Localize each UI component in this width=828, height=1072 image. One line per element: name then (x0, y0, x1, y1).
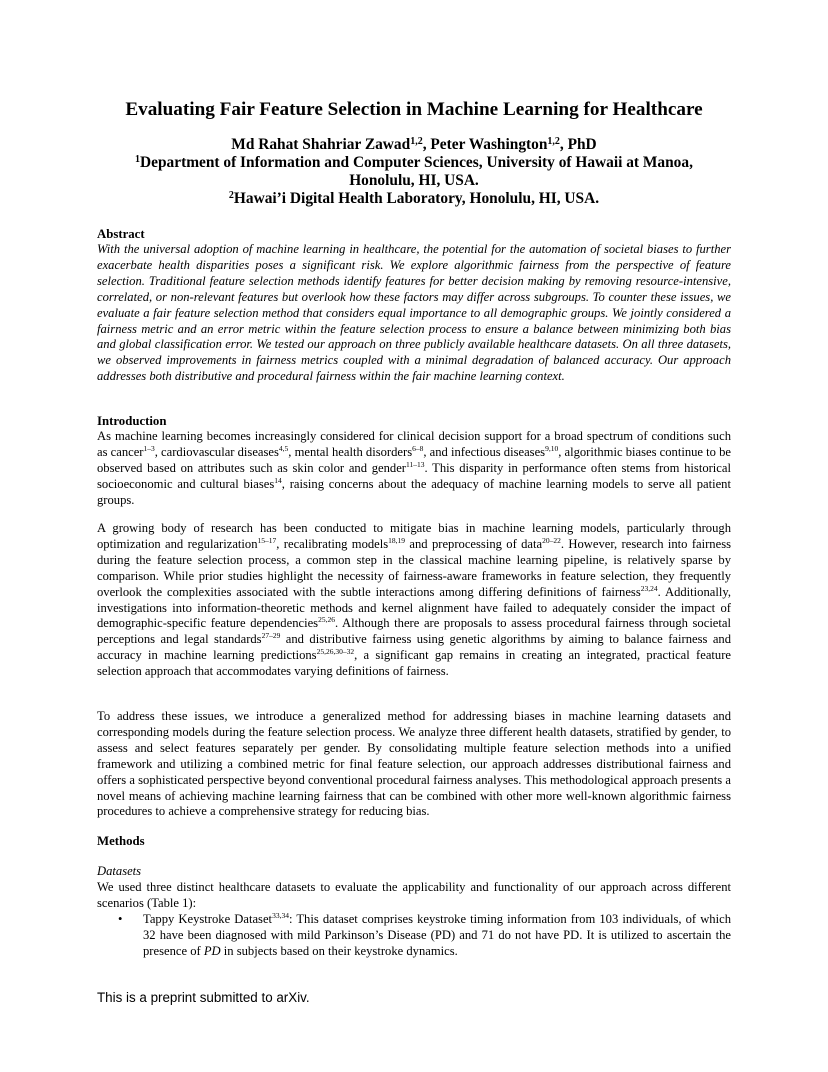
intro-paragraph-2-block (97, 521, 731, 680)
citation: 25,26,30–32 (316, 647, 355, 657)
datasets-subsection (97, 864, 731, 959)
dataset-list (97, 912, 731, 960)
citation: 27–29 (261, 631, 281, 641)
preprint-footer: This is a preprint submitted to arXiv. (97, 990, 310, 1005)
citation: 9,10 (545, 443, 559, 453)
citation: 1–3 (143, 443, 155, 453)
introduction-section (97, 413, 731, 509)
intro-paragraph-3-block (97, 709, 731, 820)
author-name-2: Peter Washington (430, 136, 548, 153)
methods-heading: Methods (97, 834, 145, 848)
affiliation-1: $^1$Department of Information and Computer Sciences, University of Hawaii at Manoa, (135, 154, 693, 171)
citation: 15–17 (257, 535, 277, 545)
author-affil-marker-1: 1,2 (410, 136, 423, 147)
author-affil-marker-2: 1,2 (547, 136, 560, 147)
bullet-icon: • (118, 911, 123, 926)
datasets-paragraph: We used three distinct healthcare datasets to evaluate the applicability and functionality of our approach across different scenarios (Table 1): (97, 879, 731, 910)
intro-paragraph-3: To address these issues, we introduce a generalized method for addressing biases in machine learning datasets and corresponding models during the feature selection process. We analyze three different health datasets, stratified by gender, to assess and select features separately per gender. By consolidating multiple feature selection methods into a unified framework and utilizing a combined metric for final feature selection, our approach addresses distributional fairness and offers a sophisticated perspective beyond conventional procedural fairness analyses. This methodological approach presents a novel means of achieving machine learning fairness that can be combined with other more well-known algorithmic fairness procedures to achieve a comprehensive strategy for reducing bias. (97, 709, 731, 819)
citation: 18,19 (388, 535, 406, 545)
abstract-heading: Abstract (97, 227, 145, 241)
citation: 6–8 (412, 443, 424, 453)
citation: 14 (274, 475, 282, 485)
author-degree: , PhD (559, 136, 597, 153)
methods-section (97, 833, 731, 849)
introduction-heading: Introduction (97, 414, 167, 428)
citation: 25,26 (318, 615, 335, 625)
affiliation-2: $^2$Hawai’i Digital Health Laboratory, Honolulu, HI, USA. (228, 190, 600, 207)
abstract-text: With the universal adoption of machine learning in healthcare, the potential for the automation of societal biases to further exacerbate health disparities poses a significant risk. We explore algorithmic fairness from the perspective of feature selection. Traditional feature selection methods identify features for better decision making by removing resource-intensive, correlated, or non-relevant features but overlook how these factors may differ across subgroups. To counter these issues, we evaluate a fair feature selection method that considers equal importance to all demographic groups. We jointly considered a fairness metric and an error metric within the feature selection process to ensure a balance between minimizing both bias and global classification error. We tested our approach on three publicly available healthcare datasets. On all three datasets, we observed improvements in fairness metrics coupled with a minimal degradation of balanced accuracy. Our approach addresses both distributive and procedural fairness within the fair machine learning context. (97, 242, 731, 384)
list-item: • Tappy Keystroke Dataset$^{33,34}$: This dataset comprises keystroke timing information from 103 individuals, of which 32 have been diagnosed with mild Parkinson’s Disease (PD) and 71 do not have PD. It is utilized to ascertain the presence of PD in subjects based on their keystroke dynamics. (118, 910, 731, 958)
author-line: Md Rahat Shahriar Zawad$^{1,2}$, Peter Washington$^{1,2}$, PhD (231, 136, 597, 153)
paper-title: Evaluating Fair Feature Selection in Machine Learning for Healthcare (125, 99, 703, 120)
affiliation-1-cont: Honolulu, HI, USA. (349, 172, 479, 189)
citation: 4,5 (278, 443, 289, 453)
citation: 23,24 (640, 583, 658, 593)
intro-paragraph-1: As machine learning becomes increasingly considered for clinical decision support for a broad spectrum of conditions such as cancer$^{1-3}$, cardiovascular diseases$^{4,5}$, mental health disorders$^{6-8}$, and infectious diseases$^{9,10}$, algorithmic biases continue to be observed based on attributes such as skin color and gender$^{11-13}$. This disparity in performance often stems from historical socioeconomic and cultural biases$^{14}$, raising concerns about the adequacy of machine learning models to serve all patient groups. (97, 429, 731, 507)
datasets-subheading: Datasets (97, 864, 142, 878)
intro-paragraph-2: A growing body of research has been conducted to mitigate bias in machine learning models, particularly through optimization and regularization$^{15-17}$, recalibrating models$^{18,19}$ and preprocessing of data$^{20-22}$. However, research into fairness during the feature selection process, a common step in the classical machine learning pipeline, is relatively sparse by comparison. While prior studies highlight the necessity of fairness-aware frameworks in feature selection, they frequently overlook the complexities associated with the subtle interactions among differing definitions of fairness$^{23,24}$. Additionally, investigations into information-theoretic methods and kernel alignment have failed to adequately consider the impact of demographic-specific feature dependencies$^{25,26}$. Although there are proposals to assess procedural fairness through societal perceptions and legal standards$^{27-29}$ and distributive fairness using genetic algorithms by aiming to balance fairness and accuracy in machine learning predictions$^{25,26,30-32}$, a significant gap remains in creating an integrated, practical feature selection approach that accommodates varying definitions of fairness. (97, 521, 732, 679)
citation: 11–13 (406, 459, 425, 469)
author-name-1: Md Rahat Shahriar Zawad (231, 136, 411, 153)
author-block (97, 136, 731, 208)
abstract-section (97, 226, 731, 385)
citation: 20–22 (542, 535, 561, 545)
citation: 33,34 (272, 910, 289, 920)
